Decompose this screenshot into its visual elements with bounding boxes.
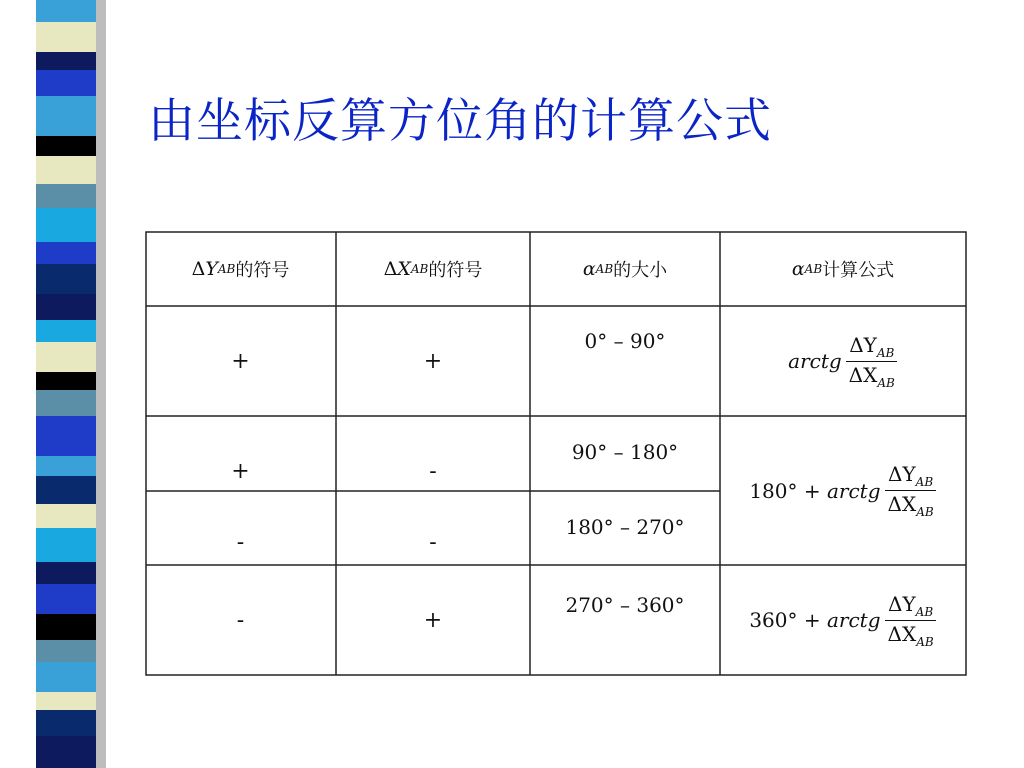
formula-func: arctg bbox=[826, 478, 881, 503]
row3-dx-sign: - bbox=[429, 530, 437, 555]
strip-stripe bbox=[36, 0, 96, 22]
fraction-denominator: ΔX bbox=[848, 362, 878, 387]
row4-range: 270° – 360° bbox=[565, 593, 685, 617]
row2-dy-sign: + bbox=[231, 458, 250, 484]
strip-stripe bbox=[36, 390, 96, 416]
header-var: Y bbox=[205, 258, 218, 280]
fraction-denominator: ΔX bbox=[887, 621, 917, 646]
strip-stripe bbox=[36, 476, 96, 504]
strip-stripe bbox=[36, 504, 96, 528]
strip-stripe bbox=[36, 372, 96, 390]
header-var: α bbox=[791, 258, 805, 280]
header-delta-x-sign bbox=[336, 232, 530, 306]
row2-3-formula bbox=[720, 416, 966, 565]
header-sub: AB bbox=[217, 262, 236, 276]
header-sub: AB bbox=[410, 262, 429, 276]
fraction-numerator: ΔY bbox=[849, 332, 877, 357]
strip-shadow bbox=[96, 0, 106, 768]
row2-dx-sign: - bbox=[429, 458, 437, 484]
formula-fraction bbox=[885, 592, 937, 649]
formula-func: arctg bbox=[826, 608, 881, 632]
strip-stripe bbox=[36, 736, 96, 768]
row4-formula bbox=[720, 565, 966, 675]
fraction-numerator: ΔY bbox=[888, 462, 916, 486]
slide-title: 由坐标反算方位角的计算公式 bbox=[148, 94, 772, 149]
strip-stripe bbox=[36, 264, 96, 294]
strip-stripe bbox=[36, 342, 96, 372]
formula-prefix: 180° + bbox=[749, 478, 821, 503]
header-alpha-size bbox=[530, 232, 720, 306]
formula-func: arctg bbox=[788, 349, 842, 373]
formula-prefix: 360° + bbox=[749, 608, 821, 632]
header-suffix: 的符号 bbox=[235, 260, 290, 281]
strip-stripe bbox=[36, 614, 96, 640]
strip-stripe bbox=[36, 22, 96, 52]
header-var: α bbox=[582, 258, 596, 280]
header-suffix: 的符号 bbox=[428, 260, 483, 281]
strip-stripe bbox=[36, 710, 96, 736]
numerator-sub: AB bbox=[876, 345, 895, 360]
header-delta-symbol: Δ bbox=[383, 258, 398, 280]
strip-stripe bbox=[36, 136, 96, 156]
strip-stripe bbox=[36, 528, 96, 562]
header-delta-symbol: Δ bbox=[191, 258, 206, 280]
formula-fraction bbox=[846, 333, 898, 390]
fraction-denominator: ΔX bbox=[887, 492, 917, 516]
decorative-side-strip bbox=[0, 0, 120, 768]
strip-stripe bbox=[36, 156, 96, 184]
row1-dx-sign: + bbox=[423, 348, 443, 374]
formula-fraction bbox=[885, 462, 937, 519]
denominator-sub: AB bbox=[916, 505, 934, 519]
strip-stripe bbox=[36, 242, 96, 264]
strip-stripe bbox=[36, 52, 96, 70]
strip-stripe bbox=[36, 640, 96, 662]
strip-stripe bbox=[36, 208, 96, 242]
denominator-sub: AB bbox=[877, 375, 895, 390]
header-var: X bbox=[397, 258, 411, 280]
row1-dy-sign: + bbox=[231, 348, 250, 374]
strip-stripe bbox=[36, 96, 96, 136]
row3-range: 180° – 270° bbox=[565, 515, 685, 539]
strip-stripe bbox=[36, 320, 96, 342]
header-suffix: 的大小 bbox=[613, 260, 668, 281]
strip-stripe bbox=[36, 562, 96, 584]
row1-range: 0° – 90° bbox=[584, 329, 666, 353]
strip-stripe bbox=[36, 456, 96, 476]
strip-stripe bbox=[36, 416, 96, 456]
strip-stripe bbox=[36, 662, 96, 692]
strip-stripe bbox=[36, 70, 96, 96]
row3-dy-sign: - bbox=[236, 530, 245, 555]
row2-range: 90° – 180° bbox=[571, 440, 679, 464]
header-suffix: 计算公式 bbox=[822, 260, 895, 281]
header-sub: AB bbox=[595, 262, 614, 276]
row4-dy-sign: - bbox=[236, 607, 245, 633]
strip-stripe bbox=[36, 692, 96, 710]
azimuth-table bbox=[145, 230, 967, 676]
row4-dx-sign: + bbox=[423, 607, 443, 633]
strip-stripe bbox=[36, 584, 96, 614]
row1-formula bbox=[720, 306, 966, 416]
header-sub: AB bbox=[804, 262, 823, 276]
strip-stripe bbox=[36, 294, 96, 320]
numerator-sub: AB bbox=[915, 604, 934, 619]
strip-stripe bbox=[36, 184, 96, 208]
fraction-numerator: ΔY bbox=[888, 591, 916, 616]
numerator-sub: AB bbox=[915, 475, 934, 489]
header-delta-y-sign bbox=[145, 232, 336, 306]
header-alpha-formula bbox=[720, 232, 966, 306]
denominator-sub: AB bbox=[916, 634, 934, 649]
